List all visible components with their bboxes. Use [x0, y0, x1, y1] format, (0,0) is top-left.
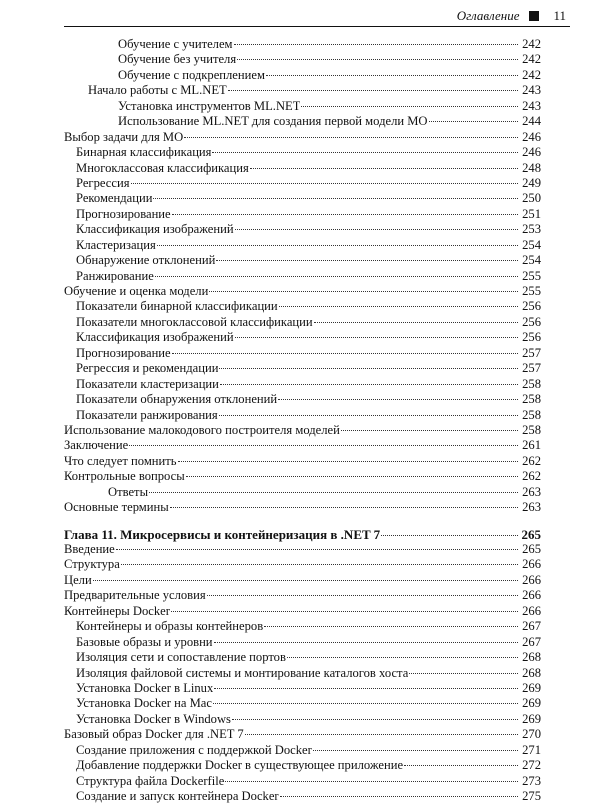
dot-leader — [155, 276, 518, 277]
toc-entry-title: Создание приложения с поддержкой Docker — [76, 742, 312, 757]
dot-leader — [237, 59, 518, 60]
toc-page-number: 243 — [522, 83, 541, 98]
toc-page-number: 258 — [522, 392, 541, 407]
toc-entry — [64, 161, 541, 176]
toc-entry-title: Обучение и оценка модели — [64, 284, 209, 298]
toc-entry-title: Многоклассовая классификация — [76, 160, 249, 175]
toc-entry-title: Использование малокодового построителя моделей — [64, 422, 340, 437]
toc-entry — [64, 696, 541, 711]
dot-leader — [214, 642, 518, 643]
dot-leader — [186, 476, 518, 477]
toc-entry-title: Структура файла Dockerfile — [76, 773, 225, 788]
dot-leader — [301, 106, 518, 107]
toc-entry-title: Показатели обнаружения отклонений — [76, 392, 278, 407]
toc-page-number: 268 — [522, 650, 541, 665]
header-square-mark — [529, 11, 539, 21]
dot-leader — [279, 306, 518, 307]
dot-leader — [171, 611, 518, 612]
toc-page-number: 270 — [522, 727, 541, 742]
toc-page-number: 258 — [522, 376, 541, 391]
toc-entry-title: Регрессия и рекомендации — [76, 361, 219, 376]
dot-leader — [228, 90, 518, 91]
toc-entry-title: Кластеризация — [76, 237, 156, 252]
toc-page-number: 255 — [522, 268, 541, 283]
dot-leader — [153, 198, 518, 199]
toc-entry — [64, 222, 541, 237]
toc-entry — [64, 666, 541, 681]
toc-page-number: 263 — [522, 500, 541, 515]
toc-entry-title: Обучение с подкреплением — [118, 67, 265, 82]
dot-leader — [121, 564, 518, 565]
toc-entry — [64, 650, 541, 665]
toc-entry-title: Показатели ранжирования — [76, 407, 218, 422]
toc-entry — [64, 635, 541, 650]
toc-entry — [64, 176, 541, 191]
toc-entry — [64, 408, 541, 423]
toc-entry — [64, 485, 541, 500]
dot-leader — [409, 673, 518, 674]
dot-leader — [172, 214, 518, 215]
toc-entry-title: Создание и запуск контейнера Docker — [76, 789, 279, 803]
toc-page-number: 262 — [522, 469, 541, 484]
dot-leader — [404, 765, 518, 766]
toc-entry-title: Прогнозирование — [76, 206, 171, 221]
toc-entry-title: Цели — [64, 572, 92, 587]
toc-entry — [64, 500, 541, 515]
dot-leader — [219, 415, 518, 416]
toc-entry — [64, 83, 541, 98]
toc-page-number: 265 — [522, 542, 541, 556]
toc-page-number: 267 — [522, 634, 541, 649]
toc-entry — [64, 573, 541, 588]
toc-entry — [64, 330, 541, 345]
toc-entry — [64, 269, 541, 284]
dot-leader — [172, 353, 518, 354]
toc-entry-title: Что следует помнить — [64, 453, 177, 468]
dot-leader — [287, 657, 518, 658]
dot-leader — [235, 337, 518, 338]
toc-entry — [64, 727, 541, 742]
toc-entry — [64, 315, 541, 330]
toc-entry — [64, 238, 541, 253]
toc-page-number: 269 — [522, 680, 541, 695]
dot-leader — [278, 399, 518, 400]
toc-page-number: 258 — [522, 422, 541, 437]
toc-entry-title: Установка инструментов ML.NET — [118, 98, 301, 113]
toc-entry — [64, 207, 541, 222]
toc-entry — [64, 774, 541, 789]
dot-leader — [212, 152, 518, 153]
toc-page-number: 256 — [522, 314, 541, 329]
toc-entry-title: Установка Docker в Windows — [76, 711, 231, 726]
toc-page-number: 261 — [522, 438, 541, 453]
toc-page-number: 266 — [522, 603, 541, 618]
toc-entry-title: Введение — [64, 542, 115, 556]
toc-page-number: 242 — [522, 52, 541, 67]
toc-entry — [64, 52, 541, 67]
toc-entry-title: Показатели бинарной классификации — [76, 299, 278, 314]
toc-page-number: 275 — [522, 789, 541, 803]
dot-leader — [207, 595, 518, 596]
toc-entry-title: Обучение без учителя — [118, 52, 237, 67]
dot-leader — [170, 507, 518, 508]
toc-entry-title: Предварительные условия — [64, 588, 206, 603]
dot-leader — [93, 580, 518, 581]
toc-page-number: 248 — [522, 160, 541, 175]
dot-leader — [234, 44, 518, 45]
dot-leader — [149, 492, 518, 493]
toc-entry-title: Базовый образ Docker для .NET 7 — [64, 727, 244, 742]
dot-leader — [429, 121, 518, 122]
toc-entry — [64, 557, 541, 572]
dot-leader — [314, 322, 518, 323]
toc-entry-title: Регрессия — [76, 175, 130, 190]
toc-entry-title: Показатели многоклассовой классификации — [76, 314, 313, 329]
toc-page-number: 243 — [522, 98, 541, 113]
toc-entry-title: Изоляция сети и сопоставление портов — [76, 650, 286, 665]
toc-page-number: 254 — [522, 253, 541, 268]
toc-entry — [64, 619, 541, 634]
toc-page-number: 266 — [522, 572, 541, 587]
toc-entry — [64, 191, 541, 206]
toc-entry — [64, 758, 541, 773]
toc-entry — [64, 284, 541, 299]
toc-entry — [64, 361, 541, 376]
toc-entry — [64, 743, 541, 758]
toc-entry — [64, 438, 541, 453]
toc-page-number: 267 — [522, 619, 541, 634]
toc-entry-title: Ранжирование — [76, 268, 154, 283]
dot-leader — [214, 688, 518, 689]
dot-leader — [178, 461, 518, 462]
toc-entry-title: Заключение — [64, 438, 129, 453]
dot-leader — [220, 384, 518, 385]
toc-entry-title: Классификация изображений — [76, 330, 234, 345]
dot-leader — [157, 245, 518, 246]
toc-page-number: 255 — [522, 284, 541, 298]
toc-entry-title: Обнаружение отклонений — [76, 253, 216, 268]
toc-entry-title: Установка Docker в Linux — [76, 680, 214, 695]
toc-page-number: 257 — [522, 345, 541, 360]
toc-entry-title: Бинарная классификация — [76, 145, 212, 160]
toc-entry-title: Добавление поддержки Docker в существующее приложение — [76, 758, 404, 773]
toc-page-number: 242 — [522, 37, 541, 51]
toc-entry-title: Рекомендации — [76, 191, 153, 206]
toc-entry — [64, 681, 541, 696]
toc-page-number: 256 — [522, 330, 541, 345]
toc-page-number: 244 — [522, 114, 541, 129]
toc-entry — [64, 130, 541, 145]
dot-leader — [219, 368, 518, 369]
toc-page-number: 242 — [522, 67, 541, 82]
toc-entry-title: Контрольные вопросы — [64, 469, 185, 484]
dot-leader — [131, 183, 518, 184]
toc-page-number: 253 — [522, 222, 541, 237]
section-gap — [64, 516, 541, 527]
toc-page-number: 246 — [522, 145, 541, 160]
toc-entry — [64, 114, 541, 129]
toc-entry — [64, 423, 541, 438]
toc-page-number: 246 — [522, 129, 541, 144]
toc-entry — [64, 99, 541, 114]
running-header — [64, 6, 570, 27]
toc-entry — [64, 604, 541, 619]
toc-page-number: 250 — [522, 191, 541, 206]
toc-page-number: 266 — [522, 588, 541, 603]
toc-page-number: 256 — [522, 299, 541, 314]
toc-entry-title: Базовые образы и уровни — [76, 634, 213, 649]
dot-leader — [341, 430, 518, 431]
toc-page-number: 268 — [522, 665, 541, 680]
toc-entry — [64, 346, 541, 361]
toc-entry — [64, 454, 541, 469]
toc-page-number: 265 — [521, 526, 541, 542]
toc-entry — [64, 588, 541, 603]
toc-entry — [64, 37, 541, 52]
toc-entry — [64, 392, 541, 407]
dot-leader — [266, 75, 518, 76]
dot-leader — [381, 535, 518, 536]
toc-page-number: 266 — [522, 557, 541, 572]
toc-entry-title: Классификация изображений — [76, 222, 234, 237]
toc-entry — [64, 542, 541, 557]
toc-page-number: 269 — [522, 696, 541, 711]
toc-entry — [64, 712, 541, 727]
toc-entry-title: Контейнеры и образы контейнеров — [76, 619, 264, 634]
toc-page-number: 251 — [522, 206, 541, 221]
toc-chapter-row — [64, 527, 541, 542]
dot-leader — [225, 781, 518, 782]
toc-entry-title: Установка Docker на Mac — [76, 696, 212, 711]
dot-leader — [213, 703, 518, 704]
toc-entry-title: Использование ML.NET для создания первой модели MO — [118, 114, 428, 129]
table-of-contents — [64, 37, 541, 804]
toc-entry — [64, 253, 541, 268]
toc-page-number: 262 — [522, 453, 541, 468]
toc-entry-title: Структура — [64, 557, 120, 572]
toc-entry — [64, 377, 541, 392]
toc-entry — [64, 789, 541, 804]
header-page-number: 11 — [553, 8, 566, 23]
toc-page-number: 254 — [522, 237, 541, 252]
dot-leader — [116, 549, 518, 550]
dot-leader — [209, 291, 518, 292]
toc-page-number: 272 — [522, 758, 541, 773]
toc-entry-title: Глава 11. Микросервисы и контейнеризация в .NET 7 — [64, 526, 381, 542]
dot-leader — [280, 796, 518, 797]
toc-entry-title: Обучение с учителем — [118, 37, 233, 51]
dot-leader — [184, 137, 518, 138]
toc-entry — [64, 68, 541, 83]
toc-entry — [64, 299, 541, 314]
toc-page-number: 263 — [522, 484, 541, 499]
toc-page-number: 271 — [522, 742, 541, 757]
dot-leader — [245, 734, 518, 735]
toc-entry-title: Прогнозирование — [76, 345, 171, 360]
toc-entry-title: Основные термины — [64, 500, 169, 515]
toc-entry-title: Изоляция файловой системы и монтирование каталогов хоста — [76, 665, 409, 680]
dot-leader — [216, 260, 518, 261]
toc-page-number: 249 — [522, 175, 541, 190]
dot-leader — [129, 445, 518, 446]
toc-entry-title: Ответы — [108, 484, 149, 499]
dot-leader — [235, 229, 518, 230]
toc-entry-title: Показатели кластеризации — [76, 376, 219, 391]
toc-page-number: 273 — [522, 773, 541, 788]
toc-entry — [64, 145, 541, 160]
toc-page-number: 257 — [522, 361, 541, 376]
toc-page-number: 269 — [522, 711, 541, 726]
dot-leader — [264, 626, 518, 627]
header-section-title: Оглавление — [456, 8, 520, 23]
toc-page-number: 258 — [522, 407, 541, 422]
dot-leader — [232, 719, 518, 720]
toc-entry-title: Контейнеры Docker — [64, 603, 170, 618]
toc-entry-title: Выбор задачи для MO — [64, 129, 184, 144]
toc-entry-title: Начало работы с ML.NET — [88, 83, 227, 98]
toc-entry — [64, 469, 541, 484]
dot-leader — [250, 168, 518, 169]
